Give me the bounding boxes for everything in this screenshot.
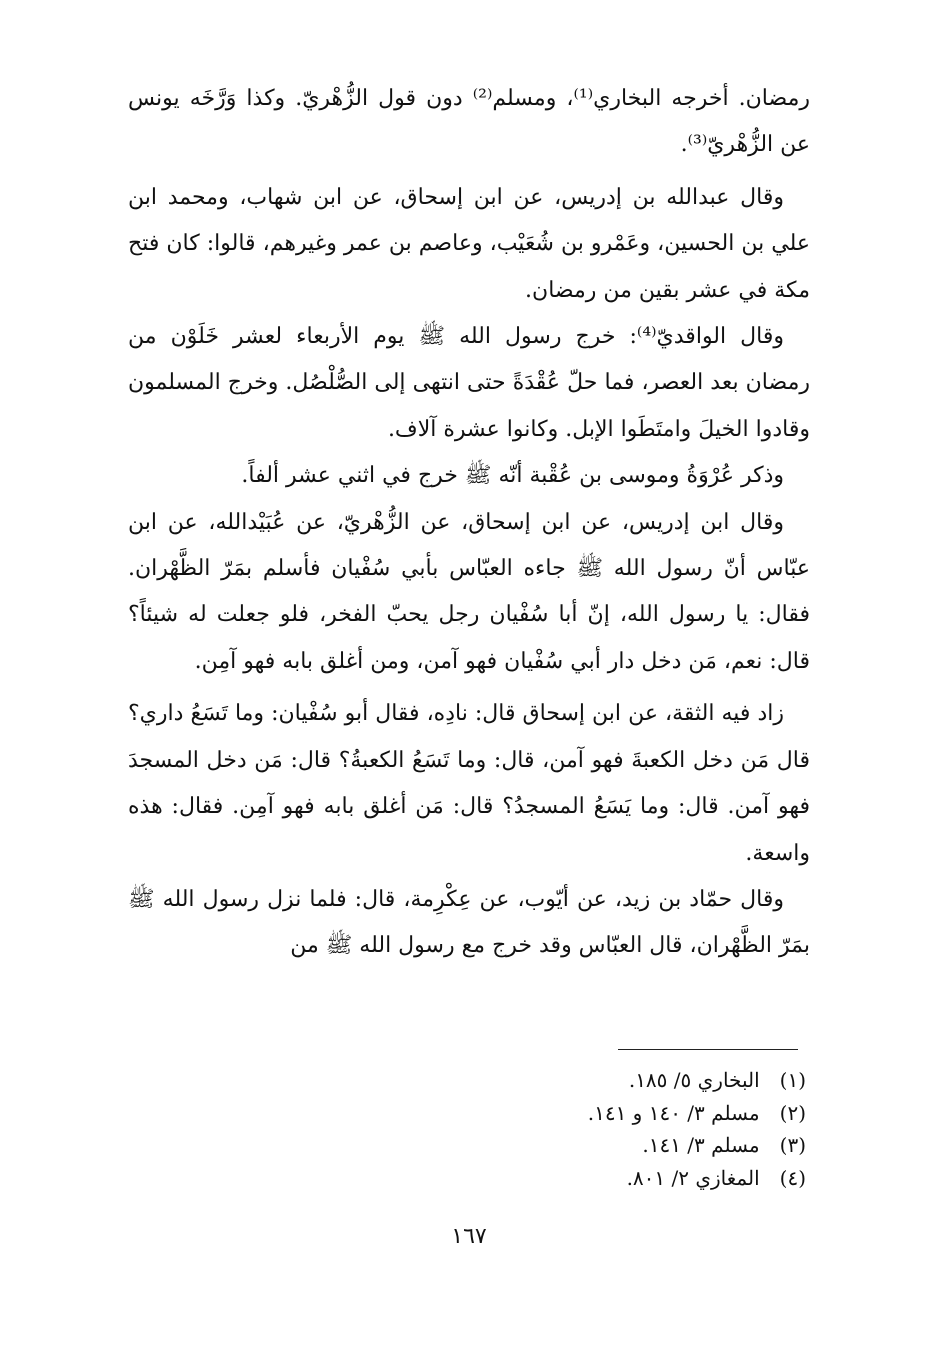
paragraph: وقال الواقديّ⁽⁴⁾: خرج رسول الله ﷺ يوم الأربعاء لعشر خَلَوْن من رمضان بعد العصر، فما حلّ عُقْدَةً حتى انتهى إلى الصُّلْصُل. وخرج المسلمون وقادوا الخيلَ وامتَطَوا الإبل. وكانوا عشرة آلاف.: [128, 324, 810, 442]
page-number: ١٦٧: [451, 1224, 487, 1249]
footnote: [400, 1162, 806, 1195]
paragraph: وقال ابن إدريس، عن ابن إسحاق، عن الزُّهْريّ، عن عُبَيْدالله، عن ابن عبّاس أنّ رسول الله ﷺ جاءه العبّاس بأبي سُفْيان فأسلم بمَرّ الظَّهْران. فقال: يا رسول الله، إنّ أبا سُفْيان رجل يحبّ الفخر، فلو جعلت له شيئاً؟ قال: نعم، مَن دخل دار أبي سُفْيان فهو آمن، ومن أغلق بابه فهو آمِن.: [128, 509, 810, 674]
footnote-text: مسلم ٣/ ١٤١.: [642, 1133, 760, 1157]
footnote-text: المغازي ٢/ ٨٠١.: [626, 1165, 760, 1190]
footnote-number: (٢): [779, 1100, 806, 1125]
footnote: [400, 1064, 806, 1097]
paragraph: وقال عبدالله بن إدريس، عن ابن إسحاق، عن ابن شهاب، ومحمد ابن علي بن الحسين، وعَمْرو بن شُعَيْب، وعاصم بن عمر وغيرهم، قالوا: كان فتح مكة في عشر بقين من رمضان.: [128, 184, 810, 303]
footnote: [400, 1129, 806, 1162]
footnote-divider: [618, 1049, 798, 1050]
paragraph: وذكر عُرْوَةُ وموسى بن عُقْبة أنّه ﷺ خرج في اثني عشر ألفاً.: [241, 463, 784, 489]
paragraph: وقال حمّاد بن زيد، عن أيّوب، عن عِكْرِمة، قال: فلما نزل رسول الله ﷺ بمَرّ الظَّهْران، قال العبّاس وقد خرج مع رسول الله ﷺ من: [128, 886, 810, 959]
footnote-number: (٤): [779, 1165, 806, 1190]
footnote: [400, 1097, 806, 1130]
footnote-number: (٣): [779, 1133, 806, 1157]
footnote-text: مسلم ٣/ ١٤٠ و ١٤١.: [587, 1100, 760, 1125]
main-text: [128, 76, 810, 970]
footnote-text: البخاري ٥/ ١٨٥.: [628, 1068, 760, 1092]
paragraph-continuation: رمضان. أخرجه البخاري⁽¹⁾، ومسلم⁽²⁾ دون قول الزُّهْريّ. وكذا وَرَّخَه يونس عن الزُّهْريّ⁽³⁾.: [128, 86, 810, 158]
footnotes: [400, 1064, 806, 1194]
paragraph: زاد فيه الثقة، عن ابن إسحاق قال: نادِه، فقال أبو سُفْيان: وما تَسَعُ داري؟ قال مَن دخل الكعبةَ فهو آمن، قال: وما تَسَعُ الكعبةُ؟ قال: مَن دخل المسجدَ فهو آمن. قال: وما يَسَعُ المسجدُ؟ قال: مَن أغلق بابه فهو آمِن. فقال: هذه واسعة.: [128, 701, 810, 866]
footnote-number: (١): [779, 1068, 806, 1092]
